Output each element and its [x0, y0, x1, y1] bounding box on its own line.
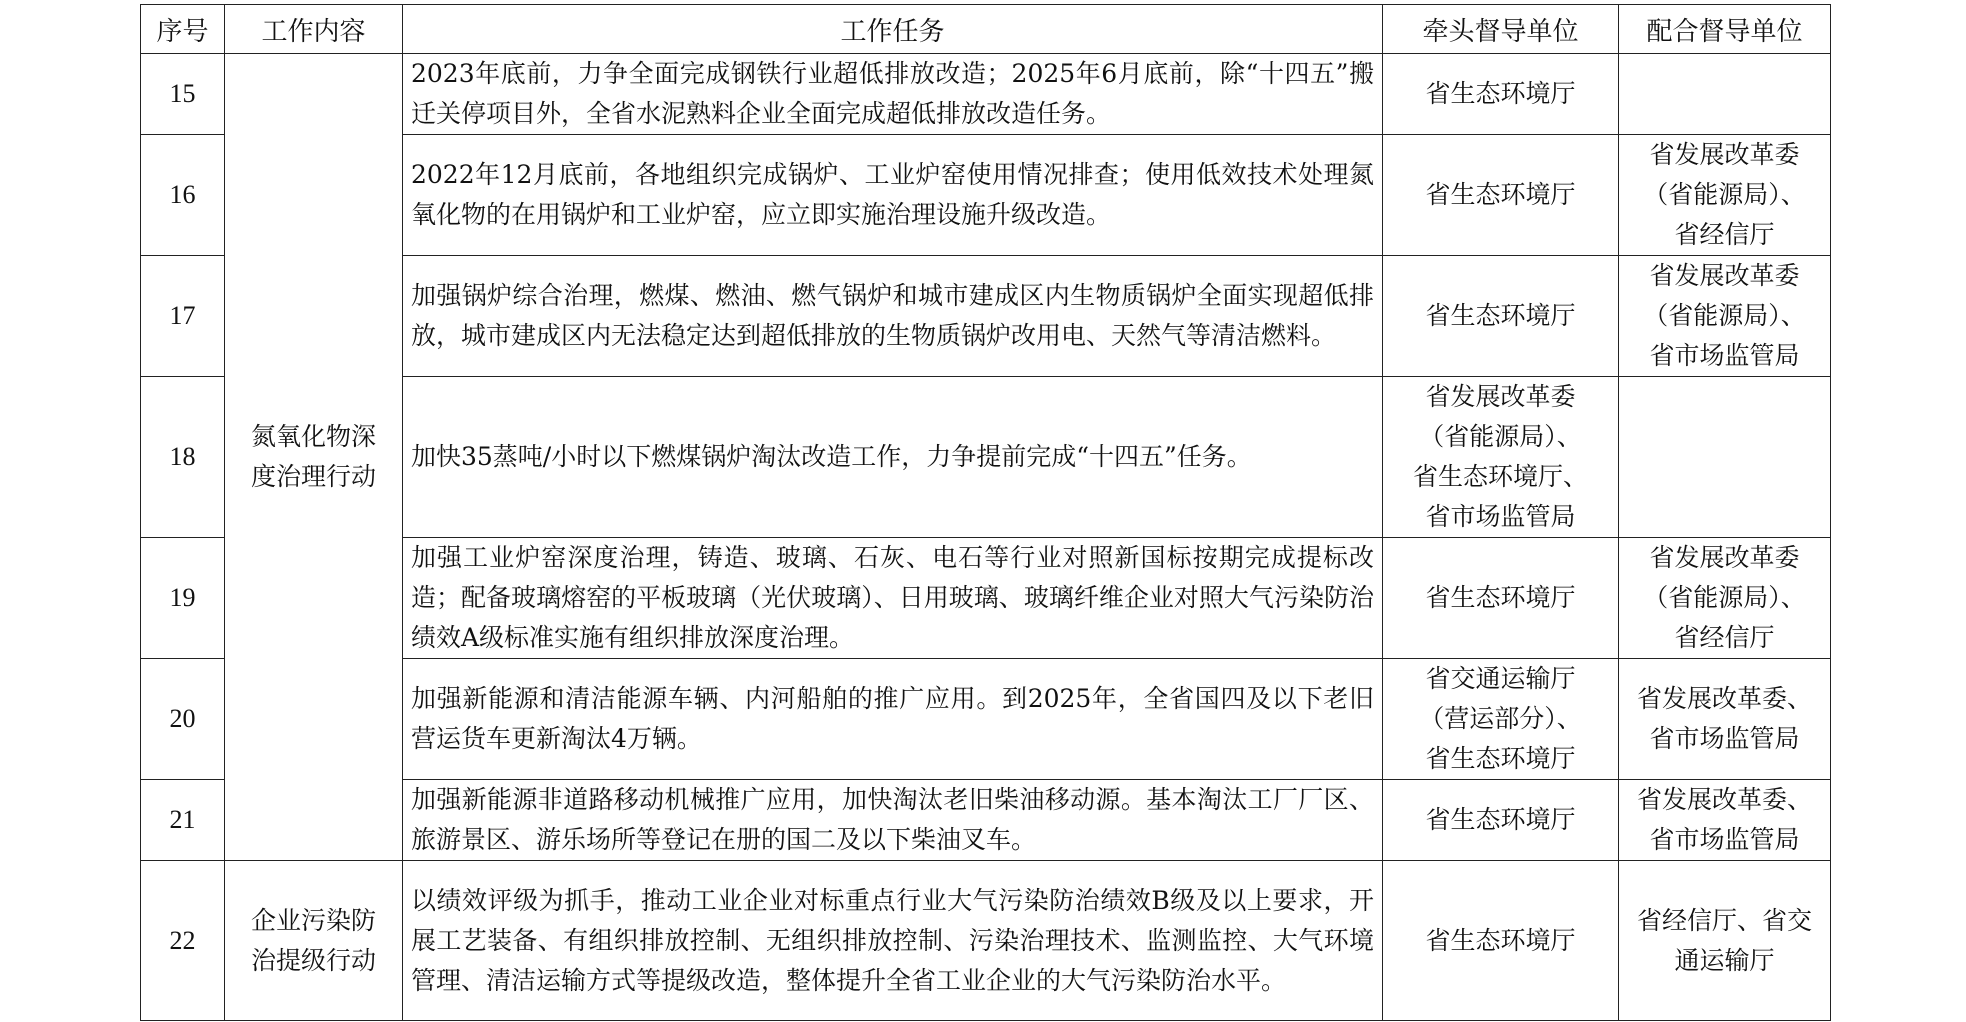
- row-num: 19: [141, 538, 225, 659]
- header-row: [141, 5, 1831, 54]
- task-cell: 加快35蒸吨/小时以下燃煤锅炉淘汰改造工作，力争提前完成“十四五”任务。: [403, 377, 1383, 538]
- header-lead-unit: 牵头督导单位: [1383, 5, 1619, 54]
- task-cell: 2023年底前，力争全面完成钢铁行业超低排放改造；2025年6月底前，除“十四五”搬迁关停项目外，全省水泥熟料企业全面完成超低排放改造任务。: [403, 54, 1383, 135]
- task-cell: 以绩效评级为抓手，推动工业企业对标重点行业大气污染防治绩效B级及以上要求，开展工艺装备、有组织排放控制、无组织排放控制、污染治理技术、监测监控、大气环境管理、清洁运输方式等提级改造，整体提升全省工业企业的大气污染防治水平。: [403, 861, 1383, 1021]
- category-label: 氮氧化物深 度治理行动: [250, 422, 376, 491]
- header-task: 工作任务: [403, 5, 1383, 54]
- lead-unit-cell: 省生态环境厅: [1383, 135, 1619, 256]
- support-unit-cell: 省经信厅、省交 通运输厅: [1619, 861, 1831, 1021]
- support-unit-cell: [1619, 54, 1831, 135]
- lead-unit-cell: 省生态环境厅: [1383, 861, 1619, 1021]
- header-category: 工作内容: [225, 5, 403, 54]
- lead-unit-cell: 省生态环境厅: [1383, 256, 1619, 377]
- support-unit-cell: [1619, 377, 1831, 538]
- support-unit-cell: 省发展改革委 （省能源局）、 省经信厅: [1619, 538, 1831, 659]
- header-support-unit: 配合督导单位: [1619, 5, 1831, 54]
- category-cell: [225, 54, 403, 861]
- task-cell: 加强工业炉窑深度治理，铸造、玻璃、石灰、电石等行业对照新国标按期完成提标改造；配备玻璃熔窑的平板玻璃（光伏玻璃）、日用玻璃、玻璃纤维企业对照大气污染防治绩效A级标准实施有组织排放深度治理。: [403, 538, 1383, 659]
- lead-unit-cell: 省发展改革委 （省能源局）、 省生态环境厅、 省市场监管局: [1383, 377, 1619, 538]
- row-num: 15: [141, 54, 225, 135]
- support-unit-cell: 省发展改革委 （省能源局）、 省市场监管局: [1619, 256, 1831, 377]
- support-unit-cell: 省发展改革委 （省能源局）、 省经信厅: [1619, 135, 1831, 256]
- task-cell: 2022年12月底前，各地组织完成锅炉、工业炉窑使用情况排查；使用低效技术处理氮氧化物的在用锅炉和工业炉窑，应立即实施治理设施升级改造。: [403, 135, 1383, 256]
- task-table: [140, 4, 1831, 1021]
- table-row: [141, 54, 1831, 135]
- header-num: 序号: [141, 5, 225, 54]
- row-num: 21: [141, 780, 225, 861]
- support-unit-cell: 省发展改革委、 省市场监管局: [1619, 659, 1831, 780]
- table-row: [141, 861, 1831, 1021]
- lead-unit-cell: 省生态环境厅: [1383, 780, 1619, 861]
- row-num: 16: [141, 135, 225, 256]
- task-cell: 加强锅炉综合治理，燃煤、燃油、燃气锅炉和城市建成区内生物质锅炉全面实现超低排放，城市建成区内无法稳定达到超低排放的生物质锅炉改用电、天然气等清洁燃料。: [403, 256, 1383, 377]
- support-unit-cell: 省发展改革委、 省市场监管局: [1619, 780, 1831, 861]
- category-label: 企业污染防 治提级行动: [250, 905, 376, 975]
- row-num: 22: [141, 861, 225, 1021]
- row-num: 20: [141, 659, 225, 780]
- row-num: 18: [141, 377, 225, 538]
- lead-unit-cell: 省生态环境厅: [1383, 54, 1619, 135]
- task-cell: 加强新能源和清洁能源车辆、内河船舶的推广应用。到2025年，全省国四及以下老旧营运货车更新淘汰4万辆。: [403, 659, 1383, 780]
- lead-unit-cell: 省交通运输厅 （营运部分）、 省生态环境厅: [1383, 659, 1619, 780]
- row-num: 17: [141, 256, 225, 377]
- lead-unit-cell: 省生态环境厅: [1383, 538, 1619, 659]
- category-cell: [225, 861, 403, 1021]
- task-cell: 加强新能源非道路移动机械推广应用，加快淘汰老旧柴油移动源。基本淘汰工厂厂区、旅游景区、游乐场所等登记在册的国二及以下柴油叉车。: [403, 780, 1383, 861]
